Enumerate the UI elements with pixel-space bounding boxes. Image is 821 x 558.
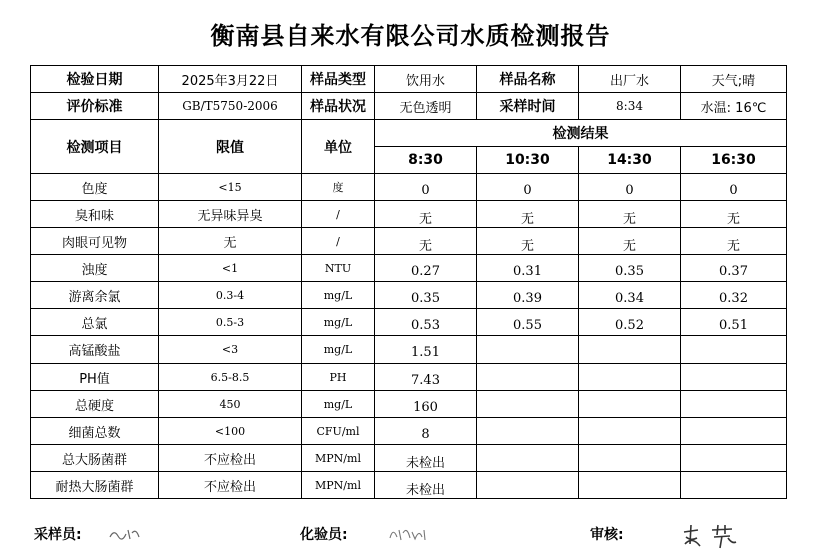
table-row [31, 445, 787, 472]
result-value: 0.35 [375, 282, 477, 309]
table-row [31, 391, 787, 418]
table-row [31, 418, 787, 445]
unit: MPN/ml [302, 445, 375, 472]
test-item: 游离余氯 [31, 282, 159, 309]
sampler-signature [108, 525, 142, 543]
limit-value: <3 [159, 336, 302, 364]
result-value: 0 [375, 174, 477, 201]
result-value: 无 [477, 201, 579, 228]
unit: NTU [302, 255, 375, 282]
result-value [681, 472, 787, 499]
water-temperature: 水温: 16℃ [681, 93, 787, 120]
limit-value: 无异味异臭 [159, 201, 302, 228]
result-rows [31, 174, 787, 499]
result-value [477, 364, 579, 391]
header-limit: 限值 [159, 120, 302, 174]
test-item: 色度 [31, 174, 159, 201]
result-value: 7.43 [375, 364, 477, 391]
value-sampling-time: 8:34 [579, 93, 681, 120]
table-row [31, 201, 787, 228]
table-row [31, 336, 787, 364]
table-row [31, 174, 787, 201]
result-value: 未检出 [375, 472, 477, 499]
result-value [579, 364, 681, 391]
result-value [477, 418, 579, 445]
result-value: 无 [579, 201, 681, 228]
header-row-1 [31, 120, 787, 147]
unit: mg/L [302, 391, 375, 418]
result-value [579, 418, 681, 445]
result-value [681, 418, 787, 445]
value-standard: GB/T5750-2006 [159, 93, 302, 120]
value-sample-name: 出厂水 [579, 66, 681, 93]
result-value: 无 [579, 228, 681, 255]
test-item: 臭和味 [31, 201, 159, 228]
table-row [31, 364, 787, 391]
label-test-date: 检验日期 [31, 66, 159, 93]
result-value [579, 445, 681, 472]
label-sample-type: 样品类型 [302, 66, 375, 93]
value-test-date: 2025年3月22日 [159, 66, 302, 93]
tester-label: 化验员: [300, 527, 348, 543]
header-time: 16:30 [681, 147, 787, 174]
result-value [681, 336, 787, 364]
test-item: 高锰酸盐 [31, 336, 159, 364]
table-row [31, 228, 787, 255]
header-time: 8:30 [375, 147, 477, 174]
result-value: 0.51 [681, 309, 787, 336]
header-item: 检测项目 [31, 120, 159, 174]
result-value: 0.55 [477, 309, 579, 336]
result-value [477, 472, 579, 499]
result-value: 无 [375, 228, 477, 255]
unit: mg/L [302, 309, 375, 336]
unit: / [302, 201, 375, 228]
unit: mg/L [302, 282, 375, 309]
limit-value: 不应检出 [159, 472, 302, 499]
value-sample-type: 饮用水 [375, 66, 477, 93]
result-value: 1.51 [375, 336, 477, 364]
unit: 度 [302, 174, 375, 201]
result-value [579, 472, 681, 499]
limit-value: 0.5-3 [159, 309, 302, 336]
sampler-label: 采样员: [34, 527, 82, 543]
header-time: 10:30 [477, 147, 579, 174]
result-value: 0 [681, 174, 787, 201]
result-value [681, 391, 787, 418]
label-sampling-time: 采样时间 [477, 93, 579, 120]
test-item: 浊度 [31, 255, 159, 282]
report-title: 衡南县自来水有限公司水质检测报告 [210, 22, 611, 50]
result-value: 0.35 [579, 255, 681, 282]
info-row-2 [31, 93, 787, 120]
result-value: 0.39 [477, 282, 579, 309]
test-item: PH值 [31, 364, 159, 391]
result-value [477, 445, 579, 472]
result-value [477, 336, 579, 364]
header-results: 检测结果 [375, 120, 787, 147]
result-value [477, 391, 579, 418]
result-value: 未检出 [375, 445, 477, 472]
label-sample-condition: 样品状况 [302, 93, 375, 120]
label-standard: 评价标准 [31, 93, 159, 120]
header-unit: 单位 [302, 120, 375, 174]
limit-value: 450 [159, 391, 302, 418]
test-item: 细菌总数 [31, 418, 159, 445]
table-row [31, 282, 787, 309]
result-value: 8 [375, 418, 477, 445]
unit: / [302, 228, 375, 255]
unit: MPN/ml [302, 472, 375, 499]
test-item: 耐热大肠菌群 [31, 472, 159, 499]
test-item: 总氯 [31, 309, 159, 336]
result-value: 无 [375, 201, 477, 228]
report-table [30, 65, 787, 499]
reviewer-label: 审核: [590, 527, 624, 543]
limit-value: 不应检出 [159, 445, 302, 472]
result-value: 无 [477, 228, 579, 255]
weather: 天气;晴 [681, 66, 787, 93]
result-value: 0.53 [375, 309, 477, 336]
result-value: 0.52 [579, 309, 681, 336]
table-row [31, 255, 787, 282]
value-sample-condition: 无色透明 [375, 93, 477, 120]
table-row [31, 309, 787, 336]
limit-value: <15 [159, 174, 302, 201]
label-sample-name: 样品名称 [477, 66, 579, 93]
result-value: 0.31 [477, 255, 579, 282]
test-item: 总大肠菌群 [31, 445, 159, 472]
result-value: 0.37 [681, 255, 787, 282]
result-value: 无 [681, 201, 787, 228]
limit-value: <100 [159, 418, 302, 445]
unit: CFU/ml [302, 418, 375, 445]
result-value [681, 445, 787, 472]
limit-value: <1 [159, 255, 302, 282]
reviewer-signature [680, 522, 742, 550]
result-value: 0 [579, 174, 681, 201]
unit: mg/L [302, 336, 375, 364]
result-value: 无 [681, 228, 787, 255]
result-value: 0.34 [579, 282, 681, 309]
result-value: 0 [477, 174, 579, 201]
limit-value: 无 [159, 228, 302, 255]
test-item: 肉眼可见物 [31, 228, 159, 255]
header-time: 14:30 [579, 147, 681, 174]
result-value [579, 391, 681, 418]
result-value: 0.32 [681, 282, 787, 309]
test-item: 总硬度 [31, 391, 159, 418]
table-row [31, 472, 787, 499]
info-row-1 [31, 66, 787, 93]
result-value: 160 [375, 391, 477, 418]
unit: PH [302, 364, 375, 391]
result-value [681, 364, 787, 391]
result-value [579, 336, 681, 364]
limit-value: 6.5-8.5 [159, 364, 302, 391]
result-value: 0.27 [375, 255, 477, 282]
tester-signature [388, 524, 428, 544]
limit-value: 0.3-4 [159, 282, 302, 309]
